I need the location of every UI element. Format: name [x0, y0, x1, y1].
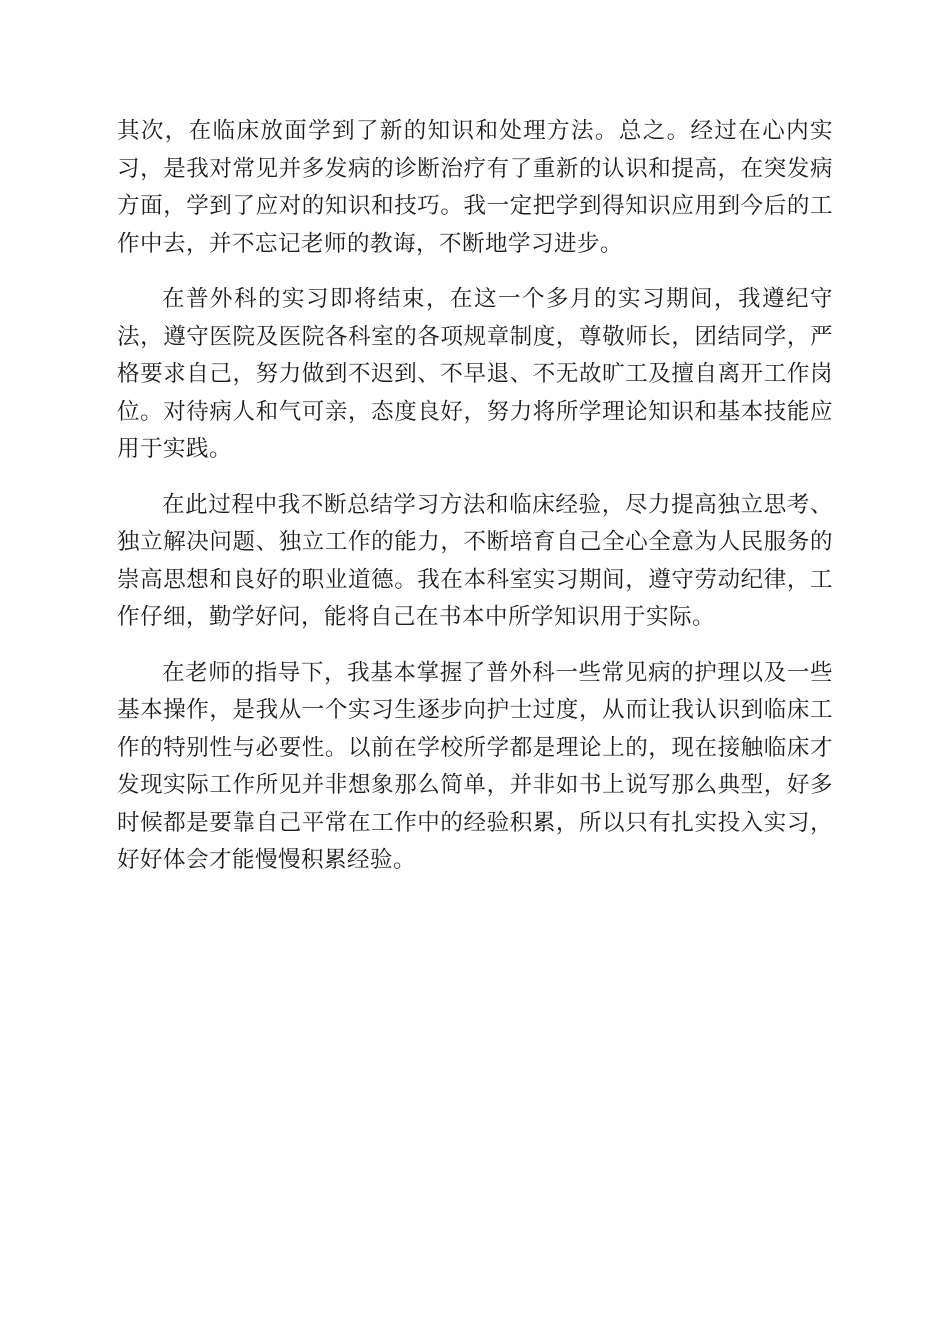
paragraph-3: 在此过程中我不断总结学习方法和临床经验，尽力提高独立思考、独立解决问题、独立工作的能力，不断培育自己全心全意为人民服务的崇高思想和良好的职业道德。我在本科室实习期间，遵守劳动纪律，工作仔细，勤学好问，能将自己在书本中所学知识用于实际。	[117, 491, 833, 630]
paragraph-1: 其次，在临床放面学到了新的知识和处理方法。总之。经过在心内实习，是我对常见并多发病的诊断治疗有了重新的认识和提高，在突发病方面，学到了应对的知识和技巧。我一定把学到得知识应用到今后的工作中去，并不忘记老师的教诲，不断地学习进步。	[117, 118, 833, 257]
paragraph-4: 在老师的指导下，我基本掌握了普外科一些常见病的护理以及一些基本操作，是我从一个实习生逐步向护士过度，从而让我认识到临床工作的特别性与必要性。以前在学校所学都是理论上的，现在接触临床才发现实际工作所见并非想象那么简单，并非如书上说写那么典型，好多时候都是要靠自己平常在工作中的经验积累，所以只有扎实投入实习，好好体会才能慢慢积累经验。	[117, 659, 833, 873]
paragraph-2: 在普外科的实习即将结束，在这一个多月的实习期间，我遵纪守法，遵守医院及医院各科室的各项规章制度，尊敬师长，团结同学，严格要求自己，努力做到不迟到、不早退、不无故旷工及擅自离开工作岗位。对待病人和气可亲，态度良好，努力将所学理论知识和基本技能应用于实践。	[117, 286, 833, 462]
document-body	[117, 113, 833, 898]
